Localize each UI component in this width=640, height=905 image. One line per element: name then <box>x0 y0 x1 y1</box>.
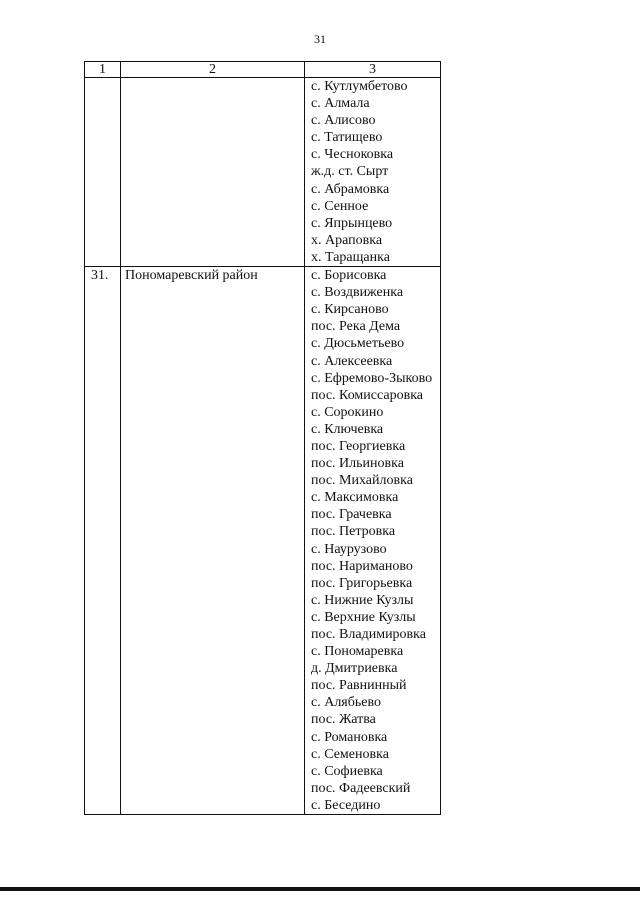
settlement-item: с. Чесноковка <box>311 147 394 163</box>
settlement-item: с. Наурузово <box>311 541 387 557</box>
settlements-cell <box>305 78 441 267</box>
settlement-item: пос. Фадеевский <box>311 780 411 796</box>
settlement-item: пос. Равнинный <box>311 678 407 694</box>
page-number: 31 <box>314 32 326 46</box>
settlements-table <box>84 61 441 815</box>
settlement-item: с. Борисовка <box>311 268 387 284</box>
settlement-item: с. Алисово <box>311 113 376 129</box>
settlement-item: с. Нижние Кузлы <box>311 592 414 608</box>
settlement-item: с. Дюсьметьево <box>311 336 405 352</box>
header-col-2: 2 <box>121 62 305 78</box>
header-col-1: 1 <box>85 62 121 78</box>
settlement-item: пос. Жатва <box>311 712 376 728</box>
settlement-item: ж.д. ст. Сырт <box>311 164 389 180</box>
settlements-cell <box>305 267 441 815</box>
settlement-item: с. Алексеевка <box>311 353 393 369</box>
settlement-item: пос. Река Дема <box>311 319 401 335</box>
settlement-item: пос. Ильиновка <box>311 456 404 472</box>
settlement-item: х. Таращанка <box>311 249 390 265</box>
settlement-item: с. Кутлумбетово <box>311 79 408 94</box>
settlement-item: пос. Нариманово <box>311 558 413 574</box>
settlement-item: пос. Грачевка <box>311 507 392 523</box>
settlement-item: с. Сенное <box>311 198 369 214</box>
settlement-item: х. Араповка <box>311 232 383 248</box>
row-number: 31. <box>85 267 121 815</box>
settlement-item: с. Романовка <box>311 729 388 745</box>
settlement-item: с. Кирсаново <box>311 302 389 318</box>
district-name: Пономаревский район <box>121 267 305 815</box>
row-number <box>85 78 121 267</box>
settlement-item: с. Семеновка <box>311 746 389 762</box>
settlement-item: с. Татищево <box>311 130 383 146</box>
settlement-item: с. Софиевка <box>311 763 383 779</box>
settlement-item: д. Дмитриевка <box>311 661 398 677</box>
district-name <box>121 78 305 267</box>
settlement-item: пос. Комиссаровка <box>311 387 424 403</box>
settlement-item: с. Абрамовка <box>311 181 390 197</box>
settlement-item: с. Алябьево <box>311 695 381 711</box>
settlement-item: пос. Михайловка <box>311 473 413 489</box>
settlement-item: с. Алмала <box>311 96 370 112</box>
settlement-item: пос. Владимировка <box>311 627 426 642</box>
settlement-item: с. Беседино <box>311 797 381 813</box>
table-row <box>85 267 441 815</box>
settlement-item: пос. Георгиевка <box>311 438 406 454</box>
settlement-item: с. Максимовка <box>311 490 399 506</box>
settlement-item: пос. Петровка <box>311 524 396 540</box>
settlement-item: с. Ключевка <box>311 421 384 437</box>
header-row <box>85 62 441 78</box>
settlement-item: с. Пономаревка <box>311 644 404 660</box>
table-row <box>85 78 441 267</box>
settlement-item: с. Япрынцево <box>311 215 393 231</box>
settlement-item: с. Ефремово-Зыково <box>311 370 433 386</box>
settlement-item: с. Верхние Кузлы <box>311 609 416 625</box>
bottom-rule <box>0 887 640 891</box>
settlement-item: пос. Григорьевка <box>311 575 413 591</box>
header-col-3: 3 <box>305 62 441 78</box>
settlement-item: с. Сорокино <box>311 404 384 420</box>
settlement-item: с. Воздвиженка <box>311 285 404 301</box>
